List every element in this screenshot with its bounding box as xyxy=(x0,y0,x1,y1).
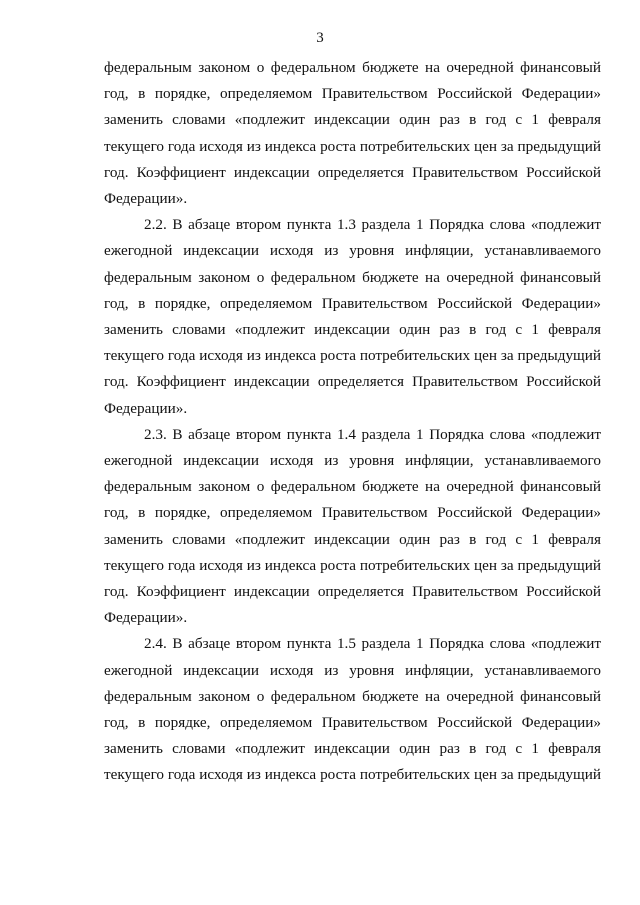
text-line: текущего года исходя из индекса роста потребительских цен за предыдущий xyxy=(104,347,601,365)
text-line: ежегодной индексации исходя из уровня инфляции, устанавливаемого xyxy=(104,661,601,679)
text-line: Федерации». xyxy=(104,190,188,208)
paragraph-2-3 xyxy=(104,422,601,632)
text-line: заменить словами «подлежит индексации один раз в год с 1 февраля xyxy=(104,321,601,339)
text-line: текущего года исходя из индекса роста потребительских цен за предыдущий xyxy=(104,137,601,155)
text-line: федеральным законом о федеральном бюджете на очередной финансовый xyxy=(104,268,601,286)
text-line: год, в порядке, определяемом Правительством Российской Федерации» xyxy=(104,714,601,732)
text-line: заменить словами «подлежит индексации один раз в год с 1 февраля xyxy=(104,740,601,758)
text-line: федеральным законом о федеральном бюджете на очередной финансовый xyxy=(104,478,601,496)
text-line: Федерации». xyxy=(104,399,188,417)
text-line: 2.4. В абзаце втором пункта 1.5 раздела 1 Порядка слова «подлежит xyxy=(144,635,601,653)
page-number: 3 xyxy=(316,30,324,46)
paragraph-2-2 xyxy=(104,212,601,422)
text-line: текущего года исходя из индекса роста потребительских цен за предыдущий xyxy=(104,766,601,784)
document-body xyxy=(104,55,601,789)
paragraph-2-4 xyxy=(104,631,601,788)
text-line: заменить словами «подлежит индексации один раз в год с 1 февраля xyxy=(104,530,601,548)
text-line: год. Коэффициент индексации определяется Правительством Российской xyxy=(104,583,601,601)
text-line: 2.2. В абзаце втором пункта 1.3 раздела 1 Порядка слова «подлежит xyxy=(144,216,601,234)
paragraph-continuation xyxy=(104,55,601,212)
text-line: текущего года исходя из индекса роста потребительских цен за предыдущий xyxy=(104,556,601,574)
text-line: год, в порядке, определяемом Правительством Российской Федерации» xyxy=(104,294,601,312)
text-line: год, в порядке, определяемом Правительством Российской Федерации» xyxy=(104,504,601,522)
text-line: год, в порядке, определяемом Правительством Российской Федерации» xyxy=(104,85,601,103)
text-line: 2.3. В абзаце втором пункта 1.4 раздела 1 Порядка слова «подлежит xyxy=(144,425,601,443)
text-line: Федерации». xyxy=(104,609,188,627)
text-line: год. Коэффициент индексации определяется Правительством Российской xyxy=(104,373,601,391)
text-line: ежегодной индексации исходя из уровня инфляции, устанавливаемого xyxy=(104,242,601,260)
text-line: год. Коэффициент индексации определяется Правительством Российской xyxy=(104,163,601,181)
text-line: федеральным законом о федеральном бюджете на очередной финансовый xyxy=(104,59,601,76)
text-line: заменить словами «подлежит индексации один раз в год с 1 февраля xyxy=(104,111,601,129)
text-line: федеральным законом о федеральном бюджете на очередной финансовый xyxy=(104,687,601,705)
text-line: ежегодной индексации исходя из уровня инфляции, устанавливаемого xyxy=(104,452,601,470)
